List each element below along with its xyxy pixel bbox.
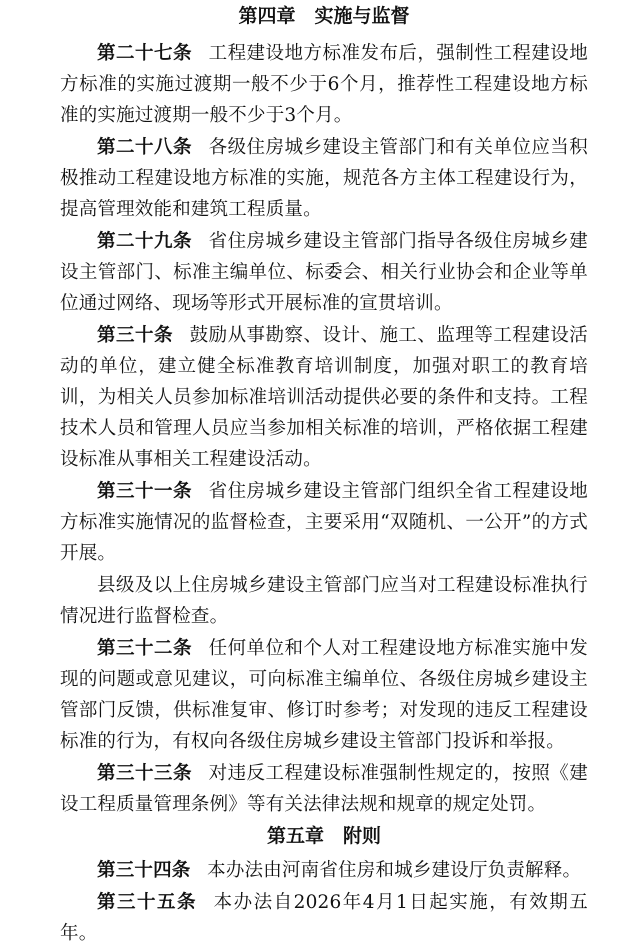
article-number: 第三十四条	[97, 860, 191, 881]
article-text: 工程建设地方标准发布后，强制性工程建设地方标准的实施过渡期一般不少于6个月，推荐性工程建设地方标准的实施过渡期一般不少于3个月。	[60, 43, 588, 126]
article-number: 第三十五条	[97, 892, 197, 913]
article-number: 第二十七条	[97, 43, 192, 64]
article-32	[60, 633, 588, 757]
article-number: 第三十一条	[97, 481, 192, 502]
article-34	[60, 855, 588, 886]
article-text: 省住房城乡建设主管部门指导各级住房城乡建设主管部门、标准主编单位、标委会、相关行业协会和企业等单位通过网络、现场等形式开展标准的宣贯培训。	[60, 231, 588, 314]
article-31	[60, 476, 588, 569]
article-33	[60, 758, 588, 820]
article-number: 第二十八条	[97, 137, 192, 158]
chapter-five-title: 第五章 附则	[266, 825, 381, 847]
article-28	[60, 132, 588, 225]
article-text: 鼓励从事勘察、设计、施工、监理等工程建设活动的单位，建立健全标准教育培训制度，加强对职工的教育培训，为相关人员参加标准培训活动提供必要的条件和支持。工程技术人员和管理人员应当参加相关标准的培训，严格依据工程建设标准从事相关工程建设活动。	[60, 325, 588, 470]
article-30	[60, 320, 588, 475]
article-text: 省住房城乡建设主管部门组织全省工程建设地方标准实施情况的监督检查，主要采用“双随机、一公开”的方式开展。	[60, 481, 588, 564]
article-31-paragraph-2	[60, 570, 588, 632]
article-text: 对违反工程建设标准强制性规定的，按照《建设工程质量管理条例》等有关法律法规和规章的规定处罚。	[60, 763, 588, 815]
article-number: 第三十二条	[97, 638, 192, 659]
article-27	[60, 38, 588, 131]
article-text: 任何单位和个人对工程建设地方标准实施中发现的问题或意见建议，可向标准主编单位、各级住房城乡建设主管部门反馈，供标准复审、修订时参考；对发现的违反工程建设标准的行为，有权向各级住房城乡建设主管部门投诉和举报。	[60, 638, 588, 752]
article-text: 本办法由河南省住房和城乡建设厅负责解释。	[207, 860, 582, 881]
article-29	[60, 226, 588, 319]
article-text: 各级住房城乡建设主管部门和有关单位应当积极推动工程建设地方标准的实施，规范各方主体工程建设行为，提高管理效能和建筑工程质量。	[60, 137, 588, 220]
article-35	[60, 887, 588, 949]
article-text: 县级及以上住房城乡建设主管部门应当对工程建设标准执行情况进行监督检查。	[60, 575, 588, 627]
chapter-four-title: 第四章 实施与监督	[238, 5, 410, 27]
article-text: 本办法自2026年4月1日起实施，有效期五年。	[60, 892, 588, 944]
article-number: 第三十条	[97, 325, 173, 346]
article-number: 第三十三条	[97, 763, 192, 784]
article-number: 第二十九条	[97, 231, 192, 252]
